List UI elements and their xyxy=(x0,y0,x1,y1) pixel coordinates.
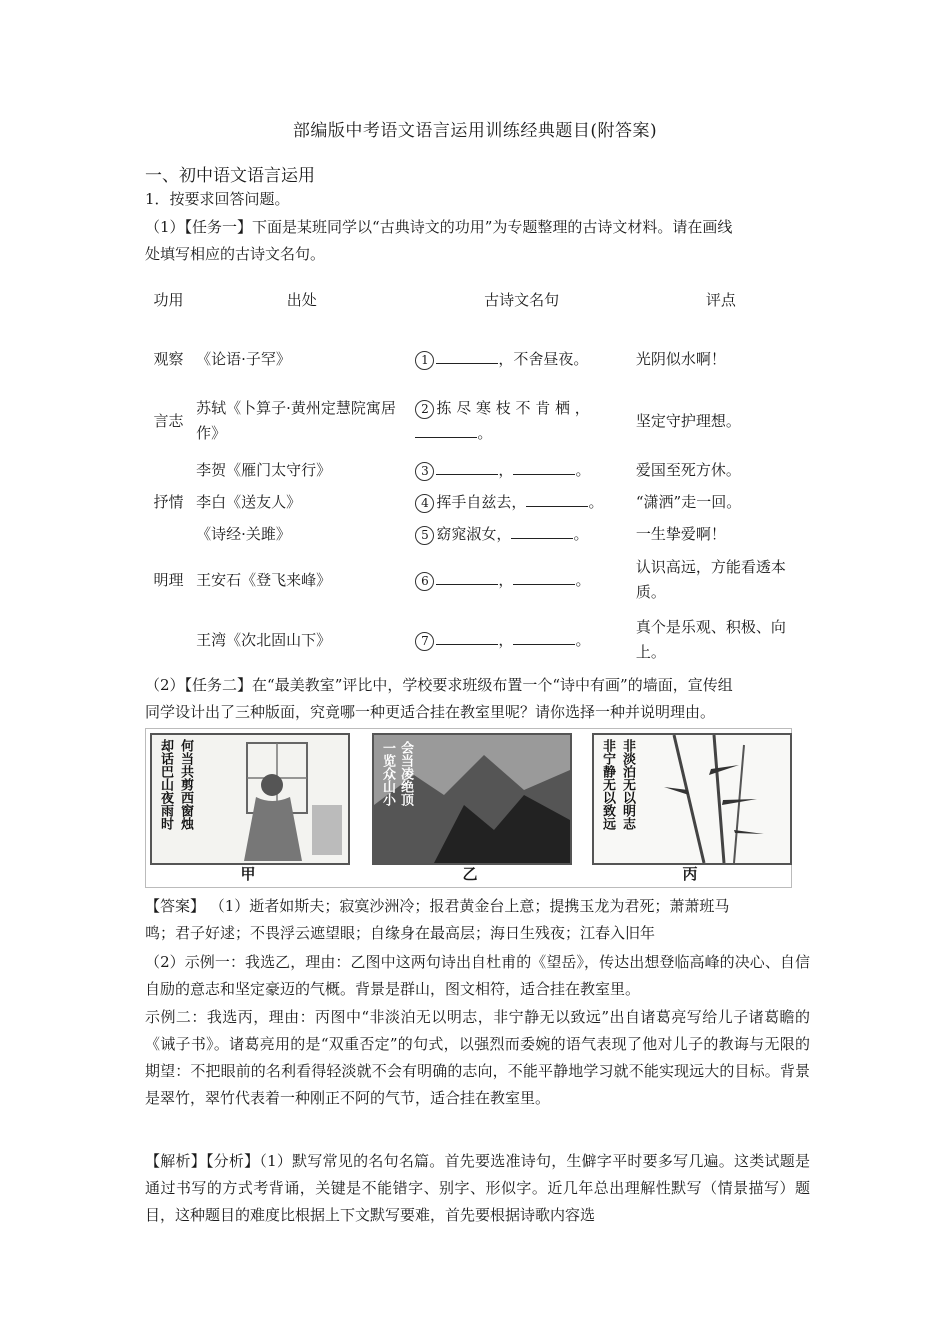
analysis-text: 【解析】【分析】（1）默写常见的名句名篇。首先要选准诗句，生僻字平时要多写几遍。这类试题是通过书写的方式考背诵，关键是不能错字、别字、形似字。近几年总出理解性默写（情景描写）题目，这种题目的难度比根据上下文默写要难，首先要根据诗歌内容选 xyxy=(145,1152,810,1224)
table-row xyxy=(145,610,810,670)
poster-panel-b xyxy=(372,733,572,865)
source-cell: 王安石《登飞来峰》 xyxy=(196,570,332,589)
circled-number: 5 xyxy=(415,526,434,545)
poster-panel-c xyxy=(592,733,792,865)
panel-label: 甲 xyxy=(240,865,256,883)
func-cell: 抒情 xyxy=(153,492,184,511)
note-cell: 认识高远，方能看透本质。 xyxy=(635,558,786,601)
quote-cell xyxy=(411,518,631,550)
circled-number: 3 xyxy=(415,462,434,481)
note-cell: 坚定守护理想。 xyxy=(635,411,741,430)
fill-blank[interactable] xyxy=(511,524,573,539)
quote-text: 。 xyxy=(575,460,591,479)
quote-text: 。 xyxy=(573,524,589,543)
quote-cell xyxy=(411,486,631,518)
poem-line: 却话巴山夜雨时 xyxy=(158,739,173,830)
poem-line: 一览众山小 xyxy=(380,741,395,806)
poem-line: 非宁静无以致远 xyxy=(600,739,615,830)
quote-cell xyxy=(411,454,631,486)
poem-line: 会当凌绝顶 xyxy=(398,741,413,806)
source-cell: 李白《送友人》 xyxy=(196,492,302,511)
table-row xyxy=(145,550,810,610)
fill-blank[interactable] xyxy=(513,570,575,585)
question-stem: 1．按要求回答问题。 xyxy=(145,190,290,208)
source-cell: 李贺《雁门太守行》 xyxy=(196,460,332,479)
fill-blank[interactable] xyxy=(436,460,498,475)
quote-text: 拣 尽 寒 枝 不 肯 栖 ， xyxy=(436,399,590,417)
quote-cell xyxy=(411,330,631,388)
func-cell: 明理 xyxy=(153,570,184,589)
quote-text: 窈窕淑女， xyxy=(436,524,512,543)
poster-panel-a xyxy=(150,733,350,865)
panel-label: 丙 xyxy=(682,865,698,883)
source-cell: 《诗经·关雎》 xyxy=(196,524,291,543)
poem-table xyxy=(145,270,810,670)
circled-number: 1 xyxy=(415,351,434,370)
header-note: 评点 xyxy=(705,290,736,309)
answer-line1: 【答案】 （1）逝者如斯夫；寂寞沙洲冷；报君黄金台上意；提携玉龙为君死；萧萧班马 xyxy=(145,897,730,915)
quote-text: ， xyxy=(498,570,514,589)
poem-line: 何当共剪西窗烛 xyxy=(178,739,193,830)
circled-number: 2 xyxy=(415,400,434,419)
header-source: 出处 xyxy=(286,290,317,309)
quote-cell xyxy=(411,550,631,610)
fill-blank[interactable] xyxy=(513,460,575,475)
circled-number: 7 xyxy=(415,632,434,651)
func-cell: 观察 xyxy=(153,349,184,368)
poem-line: 非淡泊无以明志 xyxy=(620,739,635,830)
fill-blank[interactable] xyxy=(513,630,575,645)
note-cell: 一生挚爱啊！ xyxy=(635,524,726,543)
answer-example2: 示例二：我选丙，理由：丙图中“非淡泊无以明志，非宁静无以致远”出自诸葛亮写给儿子诸葛瞻的《诫子书》。诸葛亮用的是“双重否定”的句式，以强烈而委婉的语气表现了他对儿子的教诲与无限的期望：不把眼前的名利看得轻淡就不会有明确的志向，不能平静地学习就不能实现远大的目标。背景是翠竹，翠竹代表着一种刚正不阿的气节，适合挂在教室里。 xyxy=(145,1008,810,1107)
quote-text: ， xyxy=(498,630,514,649)
fill-blank[interactable] xyxy=(436,630,498,645)
source-cell: 苏轼《卜算子·黄州定慧院寓居作》 xyxy=(196,399,396,442)
table-row xyxy=(145,454,810,486)
header-func: 功用 xyxy=(153,290,184,309)
fill-blank[interactable] xyxy=(436,570,498,585)
quote-text: ，不舍昼夜。 xyxy=(498,349,589,368)
source-cell: 王湾《次北固山下》 xyxy=(196,630,332,649)
note-cell: 爱国至死方休。 xyxy=(635,460,741,479)
fill-blank[interactable] xyxy=(415,423,477,438)
quote-cell xyxy=(411,610,631,670)
note-cell: 光阴似水啊！ xyxy=(635,349,726,368)
circled-number: 4 xyxy=(415,494,434,513)
fill-blank[interactable] xyxy=(526,492,588,507)
table-row xyxy=(145,518,810,550)
quote-text: 。 xyxy=(575,630,591,649)
source-cell: 《论语·子罕》 xyxy=(196,349,291,368)
table-row xyxy=(145,330,810,388)
quote-text: ， xyxy=(498,460,514,479)
quote-text: 。 xyxy=(477,424,493,442)
answer-line2: 鸣；君子好逑；不畏浮云遮望眼；自缘身在最高层；海日生残夜；江春入旧年 xyxy=(145,924,656,942)
task1-line2: 处填写相应的古诗文名句。 xyxy=(145,245,326,263)
table-row xyxy=(145,486,810,518)
task2-line2: 同学设计出了三种版面，究竟哪一种更适合挂在教室里呢？请你选择一种并说明理由。 xyxy=(145,703,716,721)
quote-text: 。 xyxy=(575,570,591,589)
header-quote: 古诗文名句 xyxy=(484,290,560,309)
quote-text: 挥手自兹去， xyxy=(436,492,527,511)
panel-label: 乙 xyxy=(462,865,478,883)
quote-text: 。 xyxy=(588,492,604,511)
circled-number: 6 xyxy=(415,572,434,591)
poster-figure xyxy=(145,728,792,888)
task1-line1: （1）【任务一】下面是某班同学以“古典诗文的功用”为专题整理的古诗文材料。请在画线 xyxy=(145,218,733,236)
page-title: 部编版中考语文语言运用训练经典题目(附答案) xyxy=(292,121,658,141)
func-cell: 言志 xyxy=(153,411,184,430)
section-heading: 一、初中语文语言运用 xyxy=(145,166,315,186)
note-cell: “潇洒”走一回。 xyxy=(635,492,742,511)
task2-line1: （2）【任务二】在“最美教室”评比中，学校要求班级布置一个“诗中有画”的墙面，宣传组 xyxy=(145,676,733,694)
table-row xyxy=(145,388,810,454)
answer-example1: （2）示例一：我选乙，理由：乙图中这两句诗出自杜甫的《望岳》，传达出想登临高峰的决心、自信自励的意志和坚定豪迈的气概。背景是群山，图文相符，适合挂在教室里。 xyxy=(145,953,810,998)
fill-blank[interactable] xyxy=(436,349,498,364)
table-header-row xyxy=(145,270,810,330)
note-cell: 真个是乐观、积极、向上。 xyxy=(635,618,786,661)
quote-cell xyxy=(411,388,631,454)
